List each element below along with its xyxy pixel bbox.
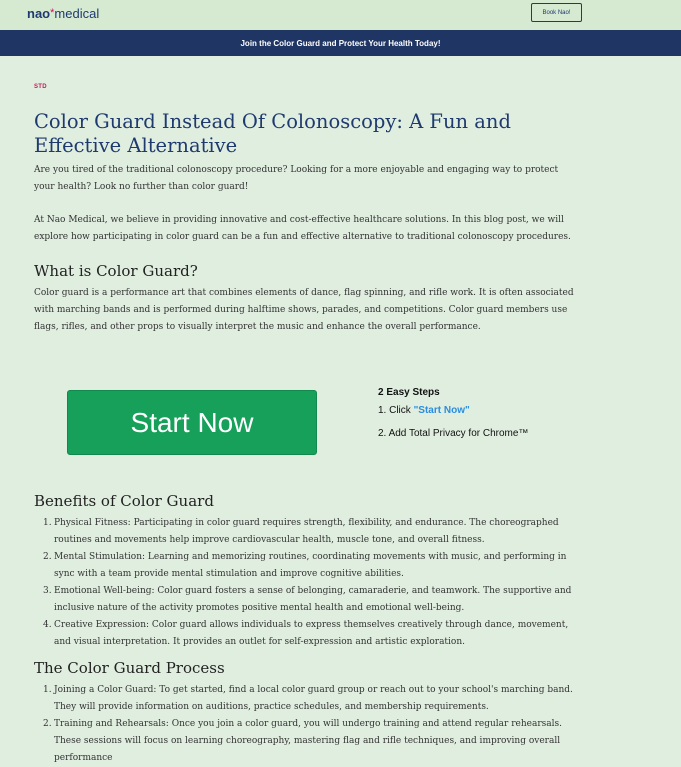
list-item: 2. Training and Rehearsals: Once you join a color guard, you will undergo training and attend regular rehearsals. These sessions will focus on learning choreography, mastering flag and rifle techniques, and improving overall performance (43, 719, 562, 763)
article-title: Color Guard Instead Of Colonoscopy: A Fun and Effective Alternative (34, 110, 511, 157)
section-heading-benefits: Benefits of Color Guard (34, 492, 214, 510)
section-heading-process: The Color Guard Process (34, 659, 225, 677)
logo-suffix: medical (54, 6, 100, 21)
steps-title: 2 Easy Steps (378, 387, 440, 398)
intro-paragraph: Are you tired of the traditional colonoscopy procedure? Looking for a more enjoyable and engaging way to protect your health? Look no further than color guard! (34, 165, 559, 192)
category-tag[interactable]: STD (34, 84, 47, 90)
book-nao-button[interactable]: Book Nao! (531, 3, 582, 22)
list-item: 1. Physical Fitness: Participating in color guard requires strength, flexibility, and endurance. The choreographed routines and movements help improve cardiovascular health, muscle tone, and overall fitness. (43, 518, 559, 545)
process-list (43, 682, 579, 767)
nao-medical-logo[interactable] (27, 6, 99, 21)
promo-banner: Join the Color Guard and Protect Your Health Today! (0, 30, 681, 56)
section-heading-what-is: What is Color Guard? (34, 262, 198, 280)
step-1 (378, 405, 528, 416)
logo-star-icon: * (50, 7, 55, 19)
list-item: 2. Mental Stimulation: Learning and memorizing routines, coordinating movements with music, and performing in sync with a team provide mental stimulation and improve cognitive abilities. (43, 552, 567, 579)
logo-brand: nao (27, 6, 51, 21)
start-now-button[interactable]: Start Now (67, 390, 317, 455)
step-1-prefix: 1. Click (378, 405, 414, 416)
list-item: 1. Joining a Color Guard: To get started, find a local color guard group or reach out to your school's marching band. They will provide information on auditions, practice schedules, and membership requirements. (43, 685, 573, 712)
list-item: 3. Emotional Well-being: Color guard fosters a sense of belonging, camaraderie, and teamwork. The supportive and inclusive nature of the activity promotes positive mental health and emotional well-being. (43, 586, 572, 613)
benefits-list (43, 515, 579, 651)
step-1-link[interactable]: "Start Now" (413, 405, 470, 416)
list-item: 4. Creative Expression: Color guard allows individuals to express themselves creatively through dance, movement, and visual interpretation. It provides an outlet for self-expression and artistic exploration. (43, 620, 569, 647)
intro-paragraph-2: At Nao Medical, we believe in providing innovative and cost-effective healthcare solutions. In this blog post, we will explore how participating in color guard can be a fun and effective alternative to traditional colonoscopy procedures. (34, 215, 571, 242)
top-header (0, 0, 681, 30)
easy-steps-box (378, 387, 528, 439)
section-what-is-text: Color guard is a performance art that combines elements of dance, flag spinning, and rifle work. It is often associated with marching bands and is performed during halftime shows, parades, and competitions. Color guard members use flags, rifles, and other props to visually interpret the music and enhance the overall performance. (34, 288, 574, 332)
step-2: 2. Add Total Privacy for Chrome™ (378, 428, 529, 439)
